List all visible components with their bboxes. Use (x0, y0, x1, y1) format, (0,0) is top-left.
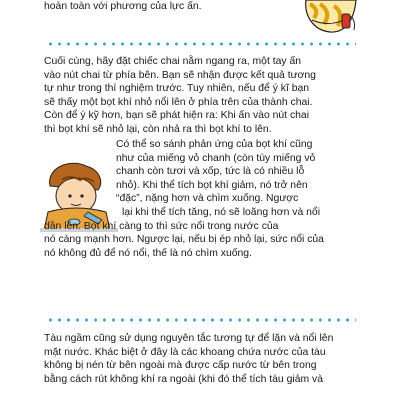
text-line: nhỏ). Khi thể tích bọt khí giảm, nó trở nên (116, 179, 308, 191)
text-line: thì bọt khí sẽ nhỏ lại, còn nhả ra thì bọt khí to lên. (44, 123, 272, 135)
text-line: chanh còn tươi và xốp, tức là có nhiều lỗ (116, 166, 305, 178)
text-line: hoàn toàn với phương của lực ấn. (44, 1, 202, 12)
text-line: Còn để ý kỹ hơn, bạn sẽ phát hiện ra: Khi ấn vào nút chai (44, 110, 310, 122)
section1-wrap-paragraph (116, 138, 315, 206)
text-line: sẽ thấy một bọt khí nhỏ nổi lên ở phía trên của thành chai. (44, 96, 313, 108)
text-line: nó càng mạnh hơn. Ngược lại, nếu bị ép nhỏ lại, sức nổi của (44, 234, 324, 246)
text-line: mặt nước. Khác biệt ở đây là các khoang chứa nước của tàu (44, 346, 326, 358)
section1-paragraph (44, 55, 316, 137)
text-line: Cuối cùng, hãy đặt chiếc chai nằm ngang ra, một tay ấn (44, 56, 302, 67)
text-line: lại khi thể tích tăng, nó sẽ loãng hơn và nổi (122, 207, 321, 218)
cartoon-character-illustration (300, 0, 360, 40)
text-line: “đặc”, nặng hơn và chìm xuống. Ngược (116, 193, 299, 205)
dotted-divider (46, 318, 356, 322)
text-line: nó không đủ để nó nổi, thế là nó chìm xuống. (44, 247, 252, 259)
text-line: như của miếng vỏ chanh (còn tùy miếng vỏ (116, 152, 316, 164)
text-line: không bị nén từ bên ngoài mà được cấp nước từ bên trong (44, 360, 317, 372)
text-line: vào nút chai từ phía bên. Bạn sẽ nhận được kết quả tương (44, 69, 316, 81)
text-line: tự như trong thí nghiệm trước. Tuy nhiên, nếu để ý kĩ bạn (44, 83, 310, 95)
text-line: Có thể so sánh phản ứng của bọt khí cũng (116, 139, 313, 150)
text-line: dần lên. Bọt khí càng to thì sức nổi trong nước của (44, 220, 279, 232)
text-line: Tàu ngầm cũng sử dụng nguyên tắc tương tự để lặn và nổi lên (44, 333, 334, 344)
top-text (44, 0, 202, 14)
text-line: bằng cách rút không khí ra ngoài (khi đó thể tích tàu giảm và (44, 373, 323, 385)
section2-paragraph (44, 332, 333, 386)
dotted-divider (46, 42, 356, 46)
section1-tail-paragraph (44, 206, 324, 260)
